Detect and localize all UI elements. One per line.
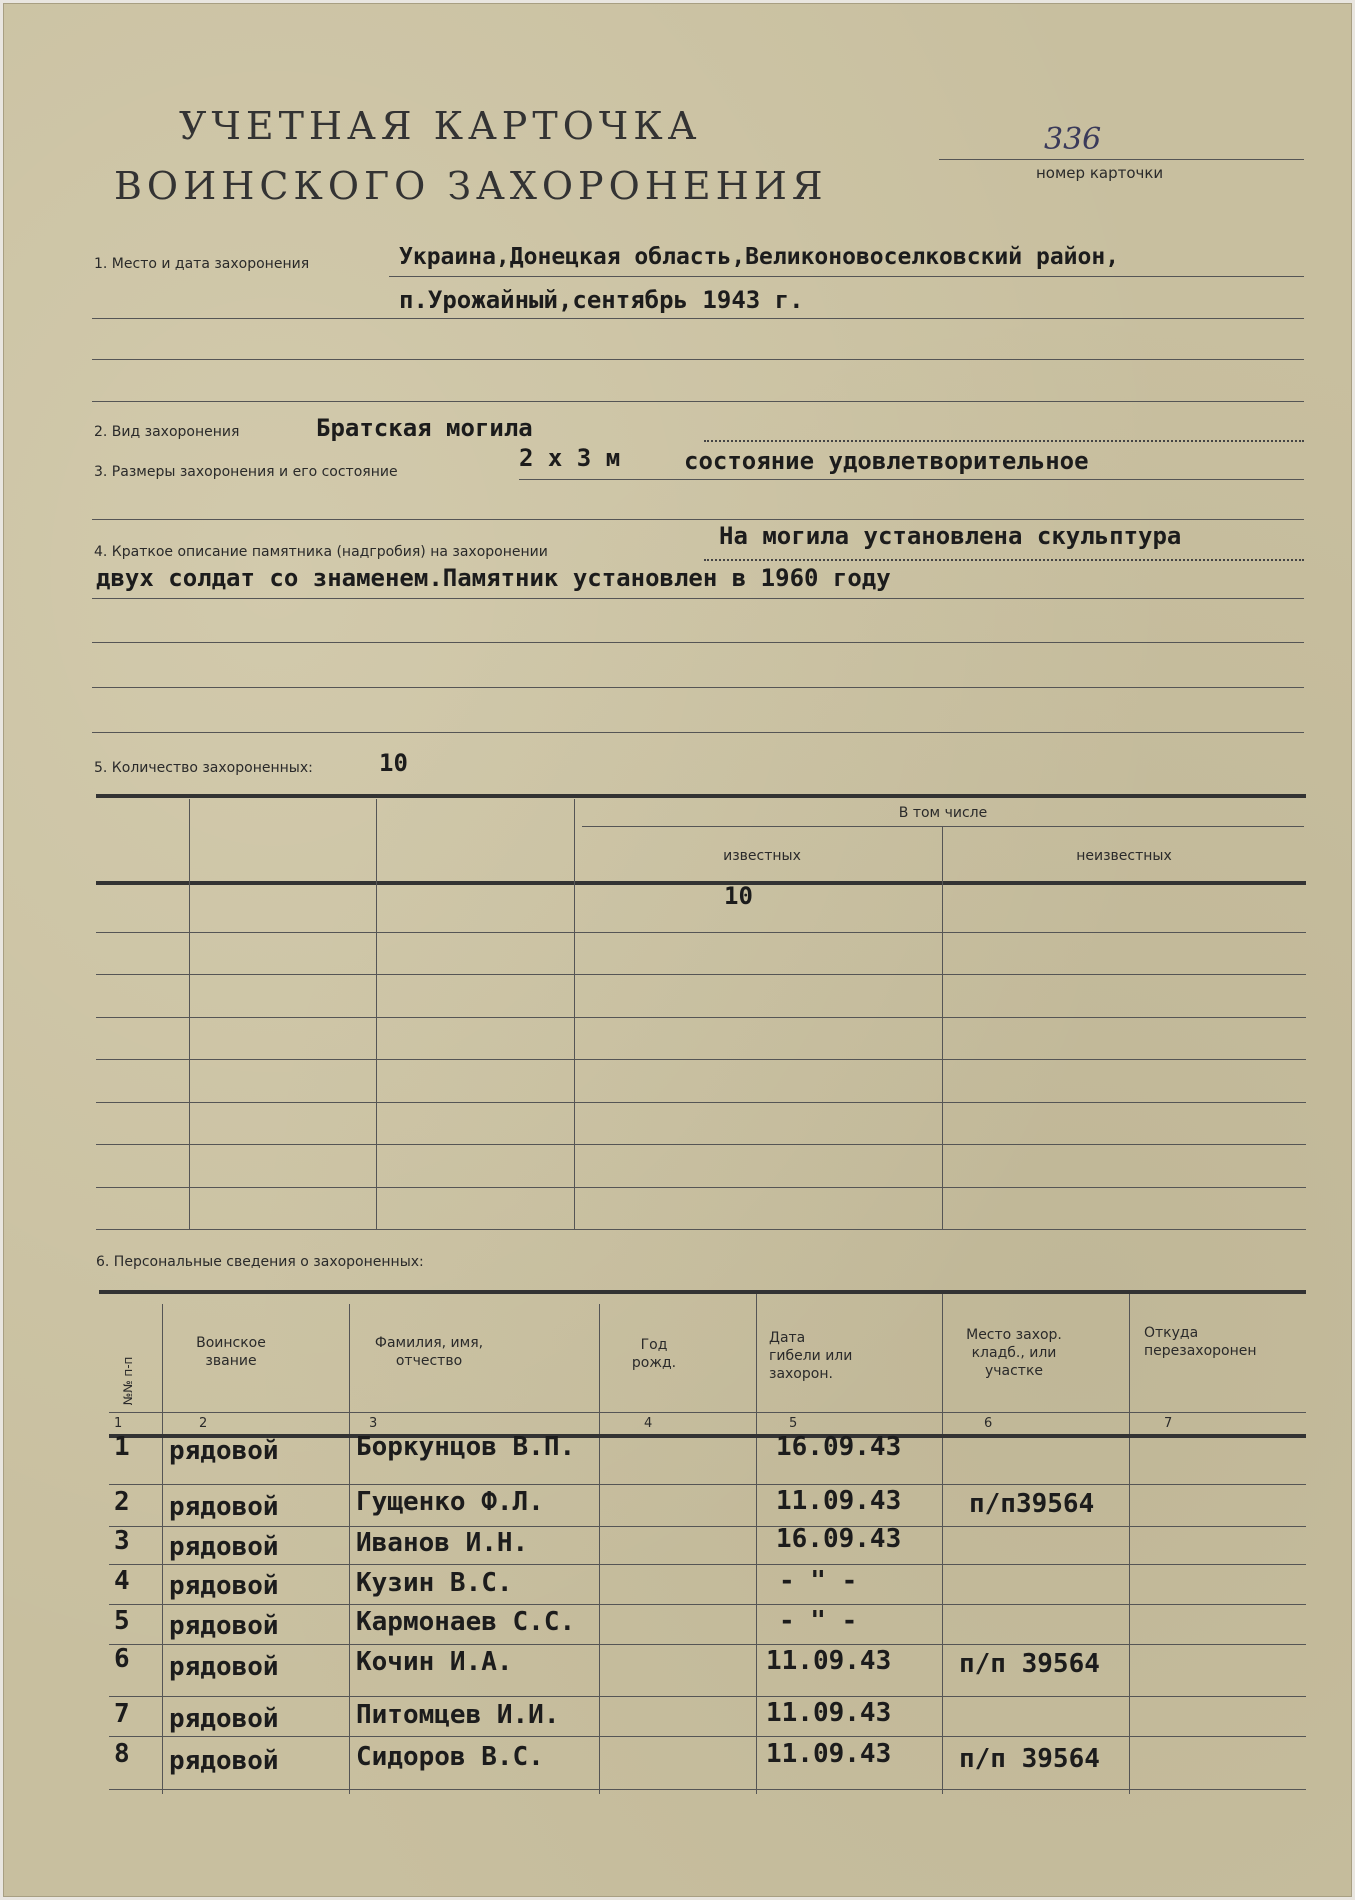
- row-name: Кузин В.С.: [356, 1568, 513, 1598]
- col-number-3: 3: [369, 1416, 378, 1431]
- row-line: [109, 1644, 1306, 1645]
- field5-label: 5. Количество захороненных:: [94, 760, 313, 776]
- field3-underline: [519, 479, 1304, 480]
- col-header-burial-place: Место захор. кладб., или участке: [966, 1327, 1062, 1379]
- field1-underline4: [92, 401, 1304, 402]
- count-table-subheader-line: [582, 826, 1304, 827]
- count-table-row-line: [96, 1187, 1306, 1188]
- row-date: 11.09.43: [766, 1646, 892, 1676]
- field4-underline3: [92, 642, 1304, 643]
- row-number: 7: [114, 1699, 130, 1729]
- row-line: [109, 1696, 1306, 1697]
- persons-table-top-border: [99, 1290, 1306, 1294]
- row-number: 6: [114, 1644, 130, 1674]
- row-line: [109, 1564, 1306, 1565]
- count-table-vline-4: [942, 827, 943, 1229]
- field4-underline2: [92, 598, 1304, 599]
- col-number-7: 7: [1164, 1416, 1173, 1431]
- count-table-row-line: [96, 974, 1306, 975]
- row-number: 3: [114, 1526, 130, 1556]
- row-number: 8: [114, 1739, 130, 1769]
- field3-underline2: [92, 519, 1304, 520]
- field2-label: 2. Вид захоронения: [94, 424, 240, 440]
- count-in-total-label: В том числе: [898, 805, 988, 821]
- row-rank: рядовой: [169, 1436, 279, 1466]
- row-place: п/п39564: [969, 1489, 1095, 1519]
- row-date: 16.09.43: [776, 1524, 902, 1554]
- persons-table-header-border: [109, 1434, 1306, 1438]
- field1-label: 1. Место и дата захоронения: [94, 256, 310, 272]
- count-table-row-line: [96, 1102, 1306, 1103]
- row-number: 1: [114, 1432, 130, 1462]
- field4-value-line1: На могила установлена скульптура: [719, 522, 1182, 550]
- persons-table-vline-5: [942, 1294, 943, 1794]
- count-table-row-line: [96, 1229, 1306, 1230]
- card-title-line2: ВОИНСКОГО ЗАХОРОНЕНИЯ: [114, 164, 828, 208]
- row-name: Питомцев И.И.: [356, 1700, 560, 1730]
- col-number-1: 1: [114, 1416, 123, 1431]
- field6-label: 6. Персональные сведения о захороненных:: [96, 1254, 424, 1270]
- persons-table-vline-2: [349, 1304, 350, 1794]
- field1-value-line1: Украина,Донецкая область,Великоновоселковский район,: [399, 244, 1120, 270]
- row-place: п/п 39564: [959, 1649, 1100, 1679]
- field1-underline2: [92, 318, 1304, 319]
- persons-table-vline-6: [1129, 1294, 1130, 1794]
- row-name: Иванов И.Н.: [356, 1528, 529, 1558]
- row-name: Боркунцов В.П.: [356, 1432, 576, 1462]
- row-name: Кармонаев С.С.: [356, 1607, 576, 1637]
- card-number-value: 336: [1044, 122, 1102, 157]
- row-rank: рядовой: [169, 1652, 279, 1682]
- count-table-row-line: [96, 1059, 1306, 1060]
- row-number: 5: [114, 1606, 130, 1636]
- count-table-row-line: [96, 1017, 1306, 1018]
- count-table-row-line: [96, 1144, 1306, 1145]
- col-number-2: 2: [199, 1416, 208, 1431]
- row-date: - " -: [779, 1566, 858, 1596]
- row-line: [109, 1604, 1306, 1605]
- card-number-label: номер карточки: [1036, 164, 1164, 182]
- persons-table-vline-1: [162, 1304, 163, 1794]
- count-table-header-border: [96, 881, 1306, 885]
- col-number-6: 6: [984, 1416, 993, 1431]
- row-rank: рядовой: [169, 1611, 279, 1641]
- field4-label: 4. Краткое описание памятника (надгробия) на захоронении: [94, 544, 548, 560]
- row-name: Сидоров В.С.: [356, 1742, 544, 1772]
- count-table-vline-3: [574, 799, 575, 1229]
- row-rank: рядовой: [169, 1746, 279, 1776]
- row-rank: рядовой: [169, 1704, 279, 1734]
- card-number-underline: [939, 159, 1304, 160]
- count-unknown-label: неизвестных: [1076, 848, 1172, 864]
- row-date: 11.09.43: [766, 1698, 892, 1728]
- count-table-vline-2: [376, 799, 377, 1229]
- field4-value-line2: двух солдат со знаменем.Памятник установлен в 1960 году: [96, 564, 891, 592]
- row-rank: рядовой: [169, 1532, 279, 1562]
- row-line: [109, 1484, 1306, 1485]
- count-known-value: 10: [724, 882, 753, 910]
- col-number-4: 4: [644, 1416, 653, 1431]
- row-number: 4: [114, 1566, 130, 1596]
- row-date: 16.09.43: [776, 1432, 902, 1462]
- persons-table-vline-3: [599, 1304, 600, 1794]
- count-table-vline-1: [189, 799, 190, 1229]
- field4-underline4: [92, 687, 1304, 688]
- count-table-top-border: [96, 794, 1306, 798]
- field1-value-line2: п.Урожайный,сентябрь 1943 г.: [399, 286, 804, 314]
- row-line: [109, 1526, 1306, 1527]
- field4-underline5: [92, 732, 1304, 733]
- row-date: - " -: [779, 1606, 858, 1636]
- field3-label: 3. Размеры захоронения и его состояние: [94, 464, 398, 480]
- count-known-label: известных: [723, 848, 801, 864]
- col-header-number: №№ п-п: [121, 1356, 135, 1406]
- row-name: Кочин И.А.: [356, 1647, 513, 1677]
- row-place: п/п 39564: [959, 1744, 1100, 1774]
- col-header-rank: Воинское звание: [196, 1335, 266, 1369]
- row-name: Гущенко Ф.Л.: [356, 1487, 544, 1517]
- col-header-death-date: Дата гибели или захорон.: [769, 1330, 853, 1382]
- col-header-birth-year: Год рожд.: [631, 1337, 677, 1371]
- col-header-name: Фамилия, имя, отчество: [374, 1335, 484, 1369]
- row-line: [109, 1789, 1306, 1790]
- field4-underline1: [704, 559, 1304, 561]
- row-date: 11.09.43: [776, 1486, 902, 1516]
- field3-state: состояние удовлетворительное: [684, 447, 1089, 475]
- count-table-row-line: [96, 932, 1306, 933]
- card-title-line1: УЧЕТНАЯ КАРТОЧКА: [179, 104, 702, 148]
- field3-size: 2 х 3 м: [519, 444, 621, 472]
- row-rank: рядовой: [169, 1492, 279, 1522]
- persons-table-header-line: [109, 1412, 1306, 1413]
- row-date: 11.09.43: [766, 1739, 892, 1769]
- persons-table-vline-4: [756, 1294, 757, 1794]
- field2-value: Братская могила: [316, 414, 533, 442]
- field5-value: 10: [379, 749, 408, 777]
- col-number-5: 5: [789, 1416, 798, 1431]
- row-rank: рядовой: [169, 1571, 279, 1601]
- col-header-reburied-from: Откуда перезахоронен: [1144, 1325, 1257, 1359]
- field1-underline3: [92, 359, 1304, 360]
- field1-underline1: [389, 276, 1304, 277]
- field2-underline: [704, 440, 1304, 442]
- row-number: 2: [114, 1487, 130, 1517]
- row-line: [109, 1736, 1306, 1737]
- burial-record-card: [4, 4, 1351, 1896]
